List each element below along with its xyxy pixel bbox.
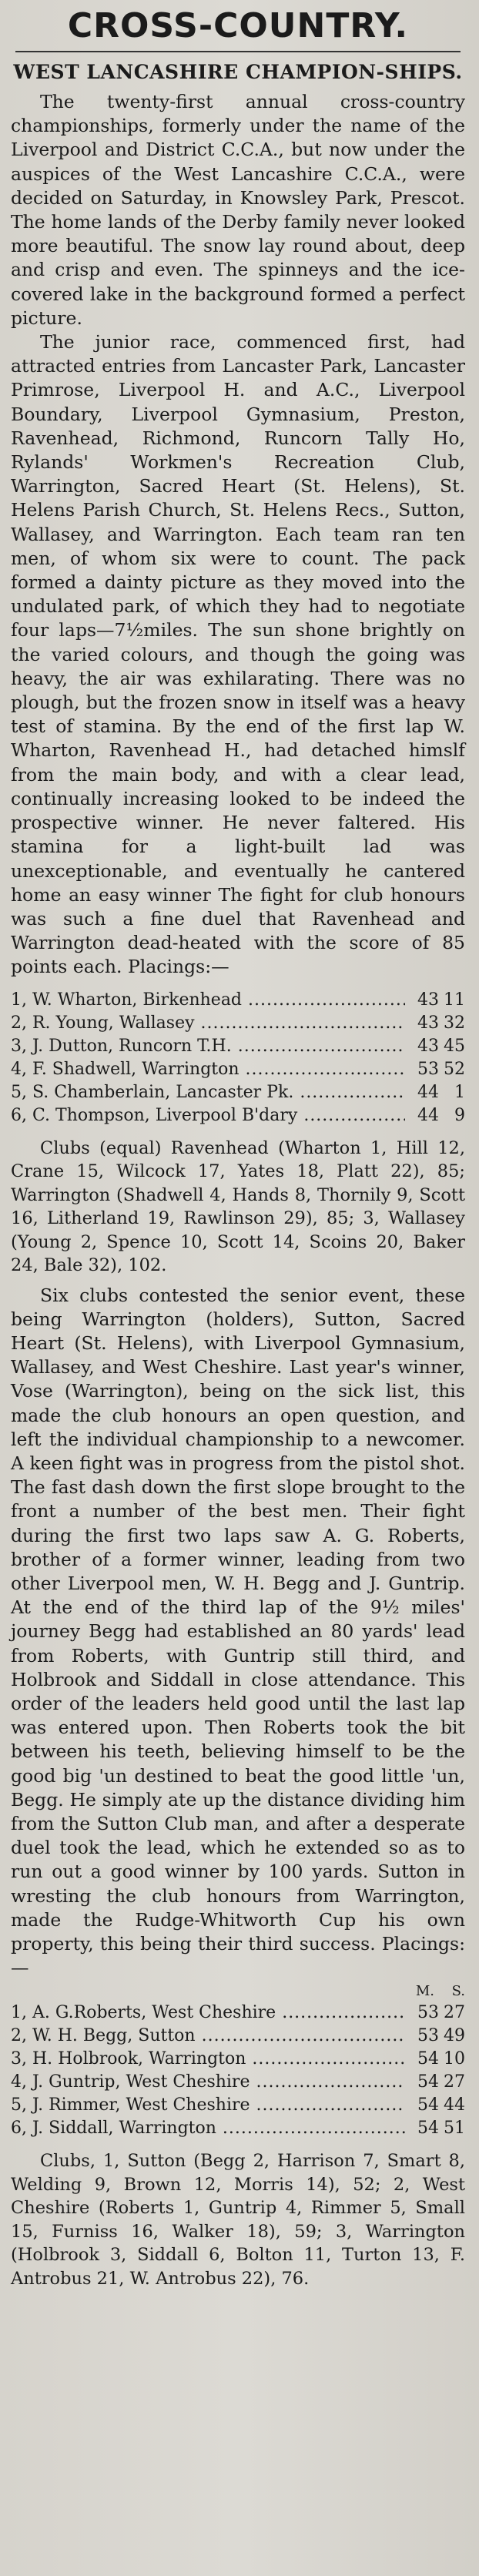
title-rule <box>15 51 461 52</box>
article-title: CROSS-COUNTRY. <box>67 6 409 45</box>
intro-paragraph: The twenty-first annual cross-country championships, formerly under the name of the Liverpool and District C.C.A., but now under the auspices of the West Lancashire C.C.A., were decided on Saturday, in Knowsley Park, Prescot. The home lands of the Derby family never looked more beautiful. The snow lay round about, deep and crisp and even. The spinneys and the ice-covered lake in the background formed a perfect picture. <box>11 91 465 329</box>
seconds-header: S. <box>451 1983 465 2000</box>
minutes: 43 <box>417 1013 439 1033</box>
result-row <box>11 1035 465 1058</box>
time-column-header <box>11 1983 465 2000</box>
runner-name: 6, C. Thompson, Liverpool B'dary ..... <box>11 1104 405 1127</box>
result-row <box>11 989 465 1012</box>
minutes: 53 <box>417 1059 439 1079</box>
seconds: 9 <box>454 1105 465 1125</box>
result-row <box>11 1081 465 1104</box>
senior-race-paragraph: Six clubs contested the senior event, these being Warrington (holders), Sutton, Sacred Heart (St. Helens), with Liverpool Gymnasium, Wallasey, and West Cheshire. Last year's winner, Vose (Warrington), being on the sick list, this made the club honours an open question, and left the individual championship to a newcomer. A keen fight was in progress from the pistol shot. The fast dash down the first slope brought to the front a number of the best men. Their fight during the first two laps saw A. G. Roberts, brother of a former winner, leading from two other Liverpool men, W. H. Begg and J. Guntrip. At the end of the third lap of the 9½ miles' journey Begg had established an 80 yards' lead from Roberts, with Guntrip still third, and Holbrook and Siddall in close attendance. This order of the leaders held good until the last lap was entered upon. Then Roberts took the bit between his teeth, believing himself to be the good big 'un destined to beat the good little 'un, Begg. He simply ate up the distance dividing him from the Sutton Club man, and after a desperate duel took the lead, which he extended so as to run out a good winner by 100 yards. Sutton in wresting the club honours from Warrington, made the Rudge-Whitworth Cup his own property, this being their third success. Placings:— <box>11 1284 465 1979</box>
runner-name: 1, A. G.Roberts, West Cheshire ..... <box>11 2002 405 2025</box>
seconds: 32 <box>444 1013 465 1033</box>
spacer <box>11 1278 465 1284</box>
seconds: 27 <box>444 2072 465 2092</box>
result-row <box>11 2117 465 2140</box>
seconds: 44 <box>444 2095 465 2115</box>
runner-name: 6, J. Siddall, Warrington ..... <box>11 2117 405 2140</box>
runner-name: 5, J. Rimmer, West Cheshire ..... <box>11 2094 405 2117</box>
seconds: 11 <box>444 990 465 1010</box>
runner-name: 4, J. Guntrip, West Cheshire ..... <box>11 2071 405 2094</box>
minutes: 43 <box>417 990 439 1010</box>
minutes: 44 <box>417 1082 439 1102</box>
seconds: 49 <box>444 2026 465 2046</box>
runner-name: 3, J. Dutton, Runcorn T.H. ..... <box>11 1035 405 1058</box>
seconds: 10 <box>444 2049 465 2069</box>
seconds: 27 <box>444 2003 465 2023</box>
seconds: 52 <box>444 1059 465 1079</box>
runner-name: 5, S. Chamberlain, Lancaster Pk. ..... <box>11 1081 405 1104</box>
result-row <box>11 2002 465 2025</box>
seconds: 1 <box>454 1082 465 1102</box>
minutes-header: M. <box>415 1983 434 2000</box>
result-row <box>11 2071 465 2094</box>
minutes: 54 <box>417 2049 439 2069</box>
senior-placings <box>11 2002 465 2140</box>
result-row <box>11 2048 465 2071</box>
seconds: 51 <box>444 2119 465 2139</box>
result-row <box>11 2025 465 2048</box>
result-row <box>11 1058 465 1081</box>
junior-club-results: Clubs (equal) Ravenhead (Wharton 1, Hill 12, Crane 15, Wilcock 17, Yates 18, Platt 22), 85; Warrington (Shadwell 4, Hands 8, Thornily 9, Scott 16, Litherland 19, Rawlinson 29), 85; 3, Wallasey (Young 2, Spence 10, Scott 14, Scoins 20, Baker 24, Bale 32), 102. <box>11 1137 465 1276</box>
runner-name: 3, H. Holbrook, Warrington ..... <box>11 2048 405 2071</box>
minutes: 44 <box>417 1105 439 1125</box>
runner-name: 1, W. Wharton, Birkenhead ..... <box>11 989 405 1012</box>
runner-name: 2, W. H. Begg, Sutton ..... <box>11 2025 405 2048</box>
result-row <box>11 2094 465 2117</box>
minutes: 53 <box>417 2003 439 2023</box>
runner-name: 2, R. Young, Wallasey ..... <box>11 1012 405 1035</box>
minutes: 54 <box>417 2095 439 2115</box>
senior-club-results: Clubs, 1, Sutton (Begg 2, Harrison 7, Smart 8, Welding 9, Brown 12, Morris 14), 52; 2, West Cheshire (Roberts 1, Guntrip 4, Rimmer 5, Small 15, Furniss 16, Walker 18), 59; 3, Warrington (Holbrook 3, Siddall 6, Bolton 11, Turton 13, F. Antrobus 21, W. Antrobus 22), 76. <box>11 2151 465 2289</box>
runner-name: 4, F. Shadwell, Warrington ..... <box>11 1058 405 1081</box>
article-subhead: WEST LANCASHIRE CHAMPION-SHIPS. <box>13 61 463 83</box>
minutes: 53 <box>417 2026 439 2046</box>
minutes: 54 <box>417 2119 439 2139</box>
minutes: 43 <box>417 1036 439 1056</box>
result-row <box>11 1104 465 1127</box>
result-row <box>11 1012 465 1035</box>
seconds: 45 <box>444 1036 465 1056</box>
junior-placings <box>11 989 465 1127</box>
junior-race-paragraph: The junior race, commenced first, had attracted entries from Lancaster Park, Lancaster Primrose, Liverpool H. and A.C., Liverpool Boundary, Liverpool Gymnasium, Preston, Ravenhead, Richmond, Runcorn Tally Ho, Rylands' Workmen's Recreation Club, Warrington, Sacred Heart (St. Helens), St. Helens Parish Church, St. Helens Recs., Sutton, Wallasey, and Warrington. Each team ran ten men, of whom six were to count. The pack formed a dainty picture as they moved into the undulated park, of which they had to negotiate four laps—7½miles. The sun shone brightly on the varied colours, and though the going was heavy, the air was exhilarating. There was no plough, but the frozen snow in itself was a heavy test of stamina. By the end of the first lap W. Wharton, Ravenhead H., had detached himslf from the main body, and with a clear lead, continually increasing looked to be indeed the prospective winner. He never faltered. His stamina for a light-built lad was unexceptionable, and eventually he cantered home an easy winner The fight for club honours was such a fine duel that Ravenhead and Warrington dead-heated with the score of 85 points each. Placings:— <box>11 331 465 978</box>
minutes: 54 <box>417 2072 439 2092</box>
